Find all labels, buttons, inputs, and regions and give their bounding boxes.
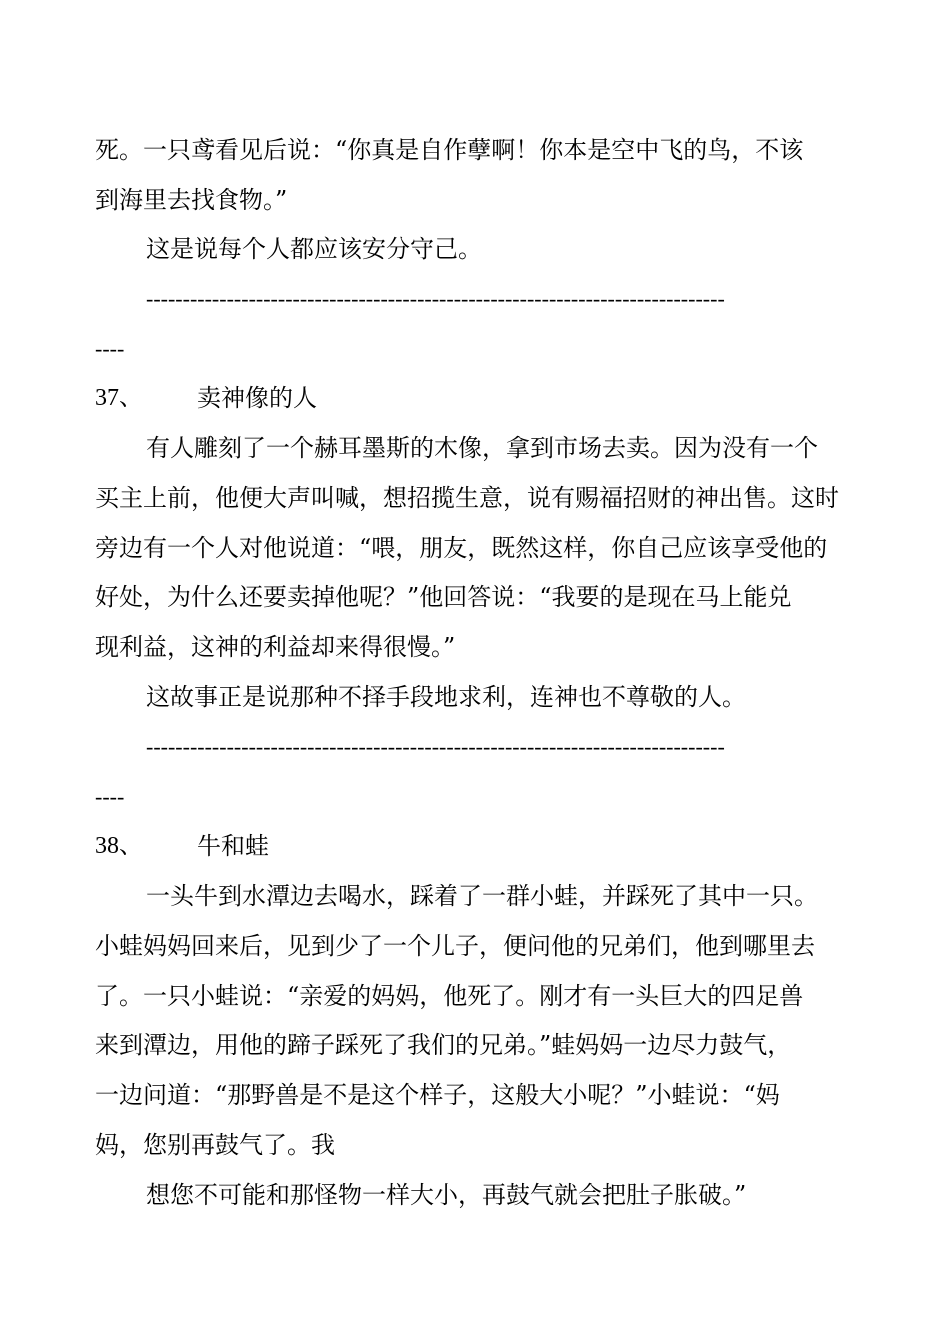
paragraph-line: 小蛙妈妈回来后，见到少了一个儿子，便问他的兄弟们，他到哪里去 xyxy=(95,932,815,960)
paragraph-line: 了。一只小蛙说：“亲爱的妈妈，他死了。刚才有一头巨大的四足兽 xyxy=(95,982,804,1010)
paragraph-line: 想您不可能和那怪物一样大小，再鼓气就会把肚子胀破。” xyxy=(146,1181,747,1209)
fable-number: 38、 xyxy=(95,833,143,859)
paragraph-line: 一边问道：“那野兽是不是这个样子，这般大小呢？”小蛙说：“妈 xyxy=(95,1081,780,1109)
paragraph-line: 有人雕刻了一个赫耳墨斯的木像，拿到市场去卖。因为没有一个 xyxy=(146,434,818,462)
moral-line: 这故事正是说那种不择手段地求利，连神也不尊敬的人。 xyxy=(146,683,746,711)
paragraph-line: 旁边有一个人对他说道：“喂，朋友，既然这样，你自己应该享受他的 xyxy=(95,534,828,562)
paragraph-line: 死。一只鸢看见后说：“你真是自作孽啊！你本是空中飞的鸟，不该 xyxy=(95,136,804,164)
paragraph-line: 买主上前，他便大声叫喊，想招揽生意，说有赐福招财的神出售。这时 xyxy=(95,484,839,512)
moral-line: 这是说每个人都应该安分守己。 xyxy=(146,235,482,263)
paragraph-line: 好处，为什么还要卖掉他呢？”他回答说：“我要的是现在马上能兑 xyxy=(95,583,792,611)
paragraph-line: 来到潭边，用他的蹄子踩死了我们的兄弟。”蛙妈妈一边尽力鼓气， xyxy=(95,1031,792,1059)
paragraph-line: 现利益，这神的利益却来得很慢。” xyxy=(95,633,456,661)
fable-number: 37、 xyxy=(95,385,143,411)
fable-title: 卖神像的人 xyxy=(197,384,317,412)
separator-tail: ---- xyxy=(95,336,125,361)
paragraph-line: 一头牛到水潭边去喝水，踩着了一群小蛙，并踩死了其中一只。 xyxy=(146,882,818,910)
separator-line: ------------------------------------------------------------------------------- xyxy=(146,734,725,759)
separator-tail: ---- xyxy=(95,784,125,809)
fable-title: 牛和蛙 xyxy=(197,832,269,860)
paragraph-line: 到海里去找食物。” xyxy=(95,186,288,214)
paragraph-line: 妈，您别再鼓气了。我 xyxy=(95,1131,335,1159)
separator-line: ------------------------------------------------------------------------------- xyxy=(146,286,725,311)
